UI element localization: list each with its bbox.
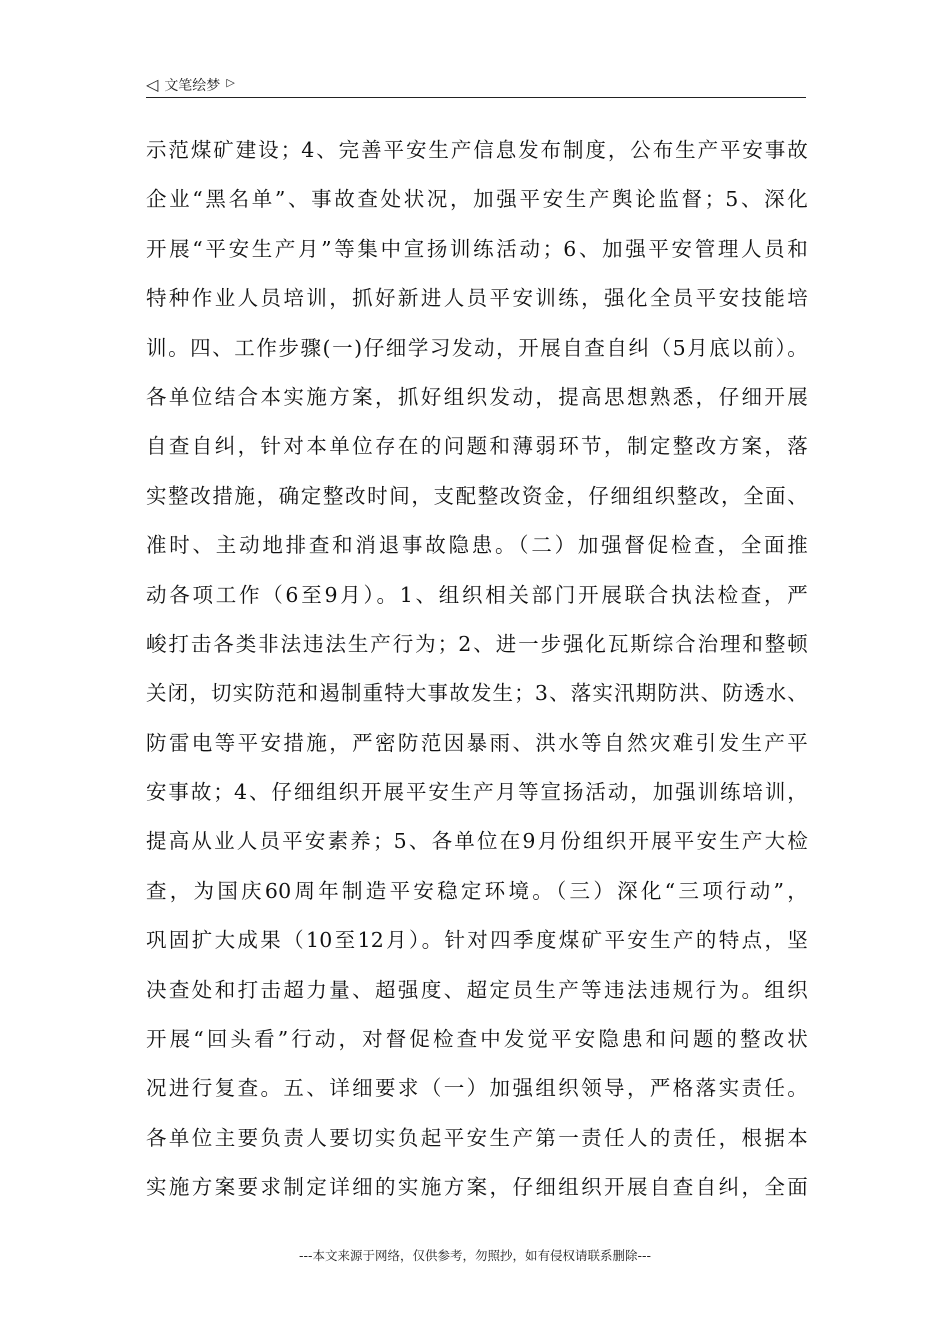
- text-line: 训。四、工作步骤(一)仔细学习发动，开展自查自纠（5月底以前）。: [146, 335, 808, 360]
- triangle-right-icon: ▷: [226, 75, 235, 89]
- text-line: 开展“回头看”行动，对督促检查中发觉平安隐患和问题的整改状: [146, 1027, 808, 1052]
- text-line: 决查处和打击超力量、超强度、超定员生产等违法违规行为。组织: [146, 977, 808, 1002]
- text-line: 提高从业人员平安素养；5、各单位在9月份组织开展平安生产大检: [146, 829, 808, 854]
- text-line: 峻打击各类非法违法生产行为；2、进一步强化瓦斯综合治理和整顿: [146, 631, 808, 656]
- page-header: [146, 74, 806, 96]
- text-line: 准时、主动地排查和消退事故隐患。（二）加强督促检查，全面推: [146, 533, 808, 558]
- text-line: 示范煤矿建设；4、完善平安生产信息发布制度，公布生产平安事故: [146, 138, 808, 162]
- text-line: 动各项工作（6至9月）。1、组织相关部门开展联合执法检查，严: [146, 582, 808, 607]
- text-line: 各单位结合本实施方案，抓好组织发动，提高思想熟悉，仔细开展: [146, 384, 808, 409]
- text-line: 关闭，切实防范和遏制重特大事故发生；3、落实汛期防洪、防透水、: [146, 681, 808, 706]
- text-line: 安事故；4、仔细组织开展平安生产月等宣扬活动，加强训练培训，: [146, 780, 808, 805]
- text-line: 查，为国庆60周年制造平安稳定环境。（三）深化“三项行动”，: [146, 878, 808, 903]
- text-line: 企业“黑名单”、事故查处状况，加强平安生产舆论监督；5、深化: [146, 187, 808, 212]
- triangle-left-icon: ◁: [146, 75, 159, 94]
- text-line: 开展“平安生产月”等集中宣扬训练活动；6、加强平安管理人员和: [146, 236, 808, 261]
- text-line: 特种作业人员培训，抓好新进人员平安训练，强化全员平安技能培: [146, 286, 808, 311]
- text-line: 实施方案要求制定详细的实施方案，仔细组织开展自查自纠，全面: [146, 1175, 808, 1200]
- header-divider: [146, 97, 806, 98]
- footer-disclaimer: ---本文来源于网络，仅供参考，勿照抄，如有侵权请联系删除---: [298, 1248, 652, 1263]
- text-line: 巩固扩大成果（10至12月）。针对四季度煤矿平安生产的特点，坚: [146, 928, 808, 953]
- text-line: 实整改措施，确定整改时间，支配整改资金，仔细组织整改，全面、: [146, 483, 808, 508]
- text-line: 况进行复查。五、详细要求（一）加强组织领导，严格落实责任。: [146, 1076, 808, 1101]
- text-line: 自查自纠，针对本单位存在的问题和薄弱环节，制定整改方案，落: [146, 434, 808, 459]
- text-line: 防雷电等平安措施，严密防范因暴雨、洪水等自然灾难引发生产平: [146, 730, 808, 755]
- header-title: 文笔绘梦: [164, 78, 221, 94]
- text-line: 各单位主要负责人要切实负起平安生产第一责任人的责任，根据本: [146, 1125, 808, 1150]
- body-text: [146, 126, 808, 1213]
